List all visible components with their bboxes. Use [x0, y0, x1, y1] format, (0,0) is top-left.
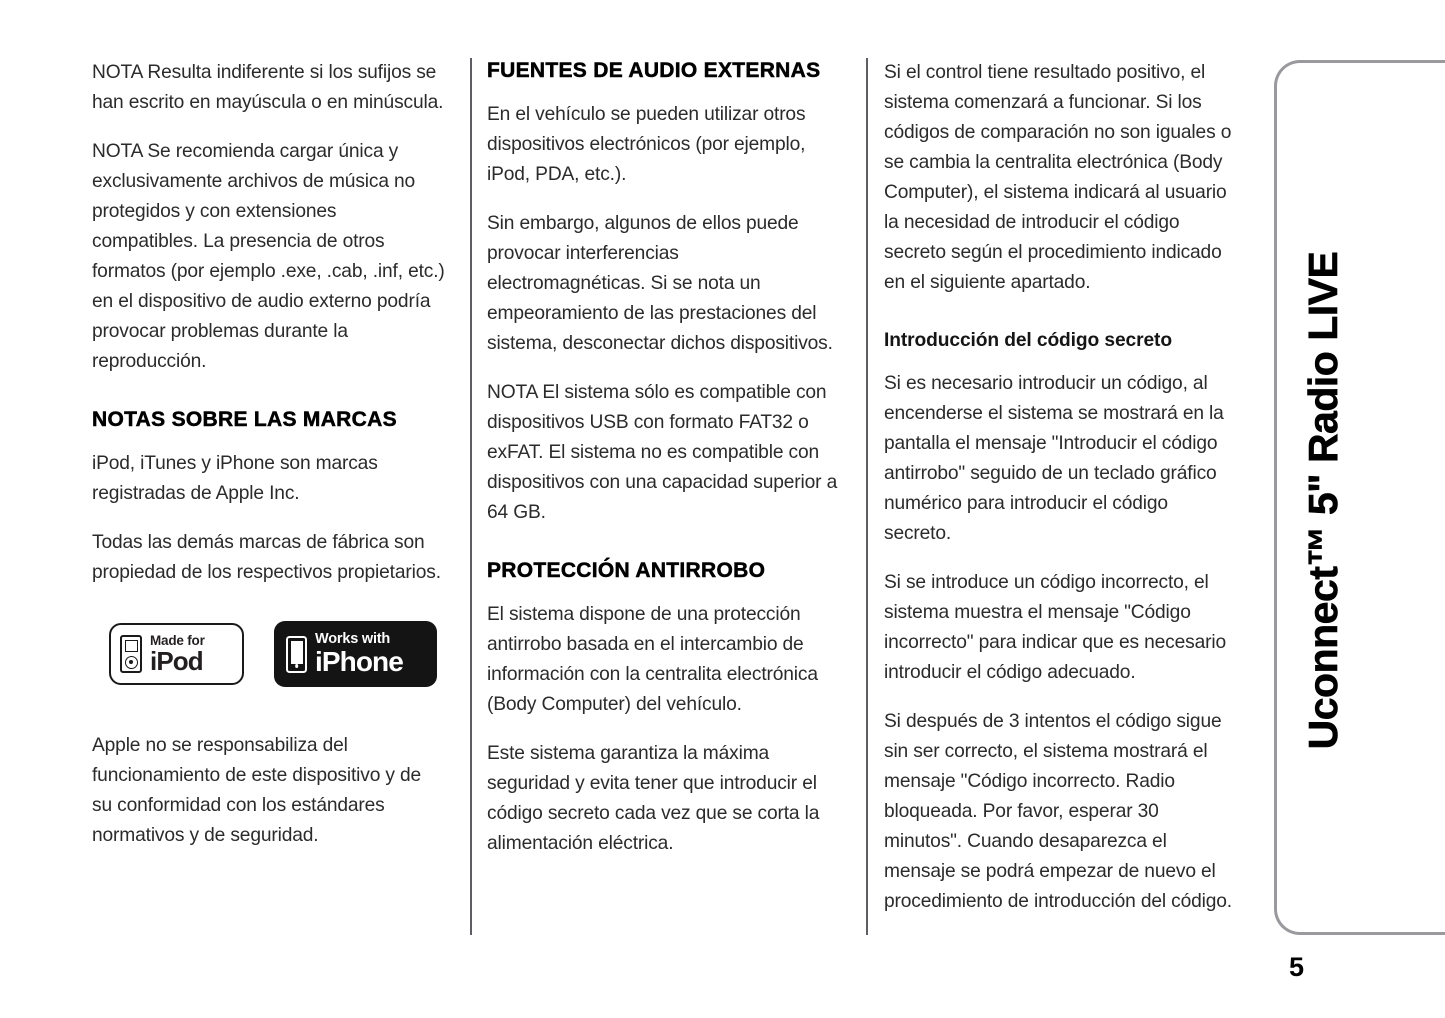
column-divider	[866, 58, 868, 935]
badge-main-text: iPod	[150, 646, 203, 677]
ipod-device-icon	[120, 635, 142, 673]
paragraph: Todas las demás marcas de fábrica son propiedad de los respectivos propietarios.	[92, 532, 441, 583]
paragraph: iPod, iTunes y iPhone son marcas registradas de Apple Inc.	[92, 453, 378, 504]
ipod-screen-icon	[125, 640, 138, 652]
section-heading-notas-sobre-las-marcas: NOTAS SOBRE LAS MARCAS	[92, 408, 397, 431]
page-number: 5	[1289, 952, 1305, 982]
works-with-iphone-badge	[274, 621, 437, 687]
section-heading-proteccion-antirrobo: PROTECCIÓN ANTIRROBO	[487, 559, 766, 582]
works-with-iphone-text	[315, 632, 403, 676]
paragraph: Si el control tiene resultado positivo, el sistema comenzará a funcionar. Si los códigos de comparación no son iguales o se cambia la centralita electrónica (Body Computer), el sistema indicará al usuario la necesidad de introducir el código secreto según el procedimiento indicado en el siguiente apartado.	[884, 62, 1232, 293]
made-for-ipod-badge	[109, 623, 244, 685]
section-heading-fuentes-de-audio-externas: FUENTES DE AUDIO EXTERNAS	[487, 59, 821, 82]
made-for-ipod-text	[150, 634, 205, 675]
paragraph: NOTA Se recomienda cargar única y exclusivamente archivos de música no protegidos y con extensiones compatibles. La presencia de otros formatos (por ejemplo .exe, .cab, .inf, etc.) en el dispositivo de audio externo podría provocar problemas durante la reproducción.	[92, 141, 445, 372]
paragraph: Si se introduce un código incorrecto, el sistema muestra el mensaje "Código incorrecto" para indicar que es necesario introducir el código adecuado.	[884, 572, 1226, 683]
iphone-device-icon	[286, 636, 307, 673]
badge-main-text: iPhone	[315, 645, 403, 677]
paragraph: Si es necesario introducir un código, al encenderse el sistema se mostrará en la pantalla el mensaje "Introducir el código antirrobo" seguido de un teclado gráfico numérico para introducir el código secreto.	[884, 373, 1224, 544]
badge-top-text: Made for	[150, 632, 205, 648]
chapter-side-tab	[1274, 60, 1445, 935]
paragraph: En el vehículo se pueden utilizar otros dispositivos electrónicos (por ejemplo, iPod, PDA, etc.).	[487, 104, 806, 185]
paragraph: El sistema dispone de una protección antirrobo basada en el intercambio de información con la centralita electrónica (Body Computer) del vehículo.	[487, 604, 818, 715]
apple-compatibility-badges	[92, 611, 445, 707]
text-column-1	[92, 58, 445, 870]
ipod-clickwheel-icon	[125, 656, 138, 669]
chapter-side-tab-label: Uconnect™ 5" Radio LIVE	[1299, 251, 1346, 750]
paragraph: Si después de 3 intentos el código sigue sin ser correcto, el sistema mostrará el mensaje "Código incorrecto. Radio bloqueada. Por favor, esperar 30 minutos". Cuando desaparezca el mensaje se podrá empezar de nuevo el procedimiento de introducción del código.	[884, 711, 1232, 912]
paragraph: Este sistema garantiza la máxima seguridad y evita tener que introducir el código secreto cada vez que se corta la alimentación eléctrica.	[487, 743, 820, 854]
paragraph: Apple no se responsabiliza del funcionamiento de este dispositivo y de su conformidad con los estándares normativos y de seguridad.	[92, 735, 422, 846]
paragraph: Sin embargo, algunos de ellos puede provocar interferencias electromagnéticas. Si se nota un empeoramiento de las prestaciones del sistema, desconectar dichos dispositivos.	[487, 213, 833, 354]
text-column-3	[884, 58, 1237, 936]
subheading-introduccion-del-codigo-secreto: Introducción del código secreto	[884, 330, 1172, 351]
paragraph: NOTA Resulta indiferente si los sufijos se han escrito en mayúscula o en minúscula.	[92, 62, 444, 113]
badge-top-text: Works with	[315, 631, 391, 648]
paragraph: NOTA El sistema sólo es compatible con dispositivos USB con formato FAT32 o exFAT. El sistema no es compatible con dispositivos con una capacidad superior a 64 GB.	[487, 382, 838, 523]
text-column-2	[487, 58, 840, 878]
column-divider	[470, 58, 472, 935]
